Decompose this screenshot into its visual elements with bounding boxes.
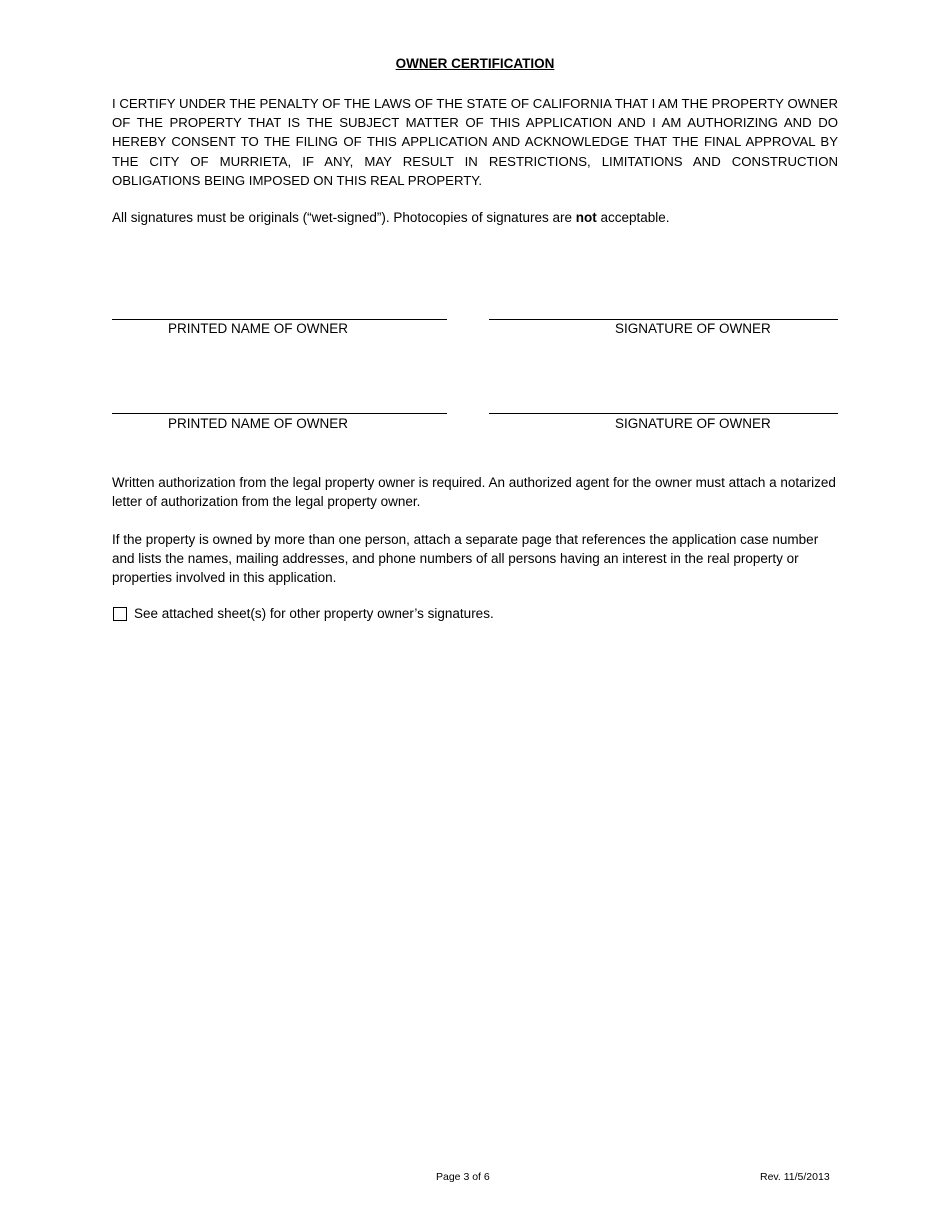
signatures-note-end: acceptable. xyxy=(596,210,670,225)
page-title: OWNER CERTIFICATION xyxy=(395,56,555,71)
printed-name-line-1[interactable] xyxy=(112,319,447,320)
signatures-note-emphasis: not xyxy=(575,210,597,225)
signature-line-1[interactable] xyxy=(489,319,838,320)
printed-name-label-2: PRINTED NAME OF OWNER xyxy=(168,416,349,431)
attached-sheets-checkbox[interactable] xyxy=(113,607,127,621)
revision-date: Rev. 11/5/2013 xyxy=(760,1171,830,1183)
signature-label-2: SIGNATURE OF OWNER xyxy=(615,416,771,431)
authorization-requirement: Written authorization from the legal property owner is required. An authorized agent for the owner must attach a notarized letter of authorization from the legal property owner. xyxy=(112,475,836,510)
printed-name-label-1: PRINTED NAME OF OWNER xyxy=(168,321,349,336)
signatures-note-text: All signatures must be originals (“wet-signed”). Photocopies of signatures are xyxy=(112,210,576,225)
multiple-owners-instructions: If the property is owned by more than one person, attach a separate page that references the application case number and lists the names, mailing addresses, and phone numbers of all persons having an interest in the real property or properties involved in this application. xyxy=(112,532,819,586)
printed-name-line-2[interactable] xyxy=(112,413,447,414)
certification-statement: I CERTIFY UNDER THE PENALTY OF THE LAWS OF THE STATE OF CALIFORNIA THAT I AM THE PROPERTY OWNER OF THE PROPERTY THAT IS THE SUBJECT MATTER OF THIS APPLICATION AND I AM AUTHORIZING AND DO HEREBY CONSENT TO THE FILING OF THIS APPLICATION AND ACKNOWLEDGE THAT THE FINAL APPROVAL BY THE CITY OF MURRIETA, IF ANY, MAY RESULT IN RESTRICTIONS, LIMITATIONS AND CONSTRUCTION OBLIGATIONS BEING IMPOSED ON THIS REAL PROPERTY. xyxy=(112,96,838,188)
signature-label-1: SIGNATURE OF OWNER xyxy=(615,321,771,336)
page-number: Page 3 of 6 xyxy=(436,1171,490,1183)
signature-line-2[interactable] xyxy=(489,413,838,414)
signatures-note xyxy=(112,208,838,227)
attached-sheets-label: See attached sheet(s) for other property owner’s signatures. xyxy=(134,606,494,621)
